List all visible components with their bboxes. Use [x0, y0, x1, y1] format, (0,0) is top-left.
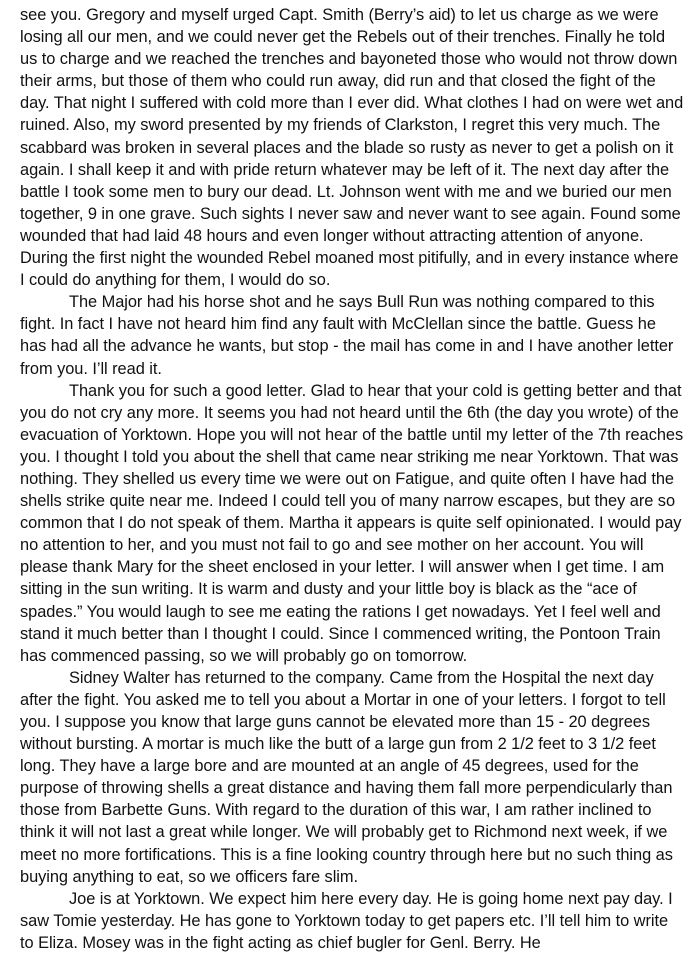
paragraph-3: Thank you for such a good letter. Glad to hear that your cold is getting better and that you do not cry any more. It seems you had not heard until the 6th (the day you wrote) of the evacuation of Yorktown. Hope you will not hear of the battle until my letter of the 7th reaches you. I thought I told you about the shell that came near striking me near Yorktown. That was nothing. They shelled us every time we were out on Fatigue, and quite often I have had the shells strike quite near me. Indeed I could tell you of many narrow escapes, but they are so common that I do not speak of them. Martha it appears is quite self opinionated. I would pay no attention to her, and you must not fail to go and see mother on her account. You will please thank Mary for the sheet enclosed in your letter. I will answer when I get time. I am sitting in the sun writing. It is warm and dusty and your little boy is black as the “ace of spades.” You would laugh to see me eating the rations I get nowadays. Yet I feel well and stand it much better than I thought I could. Since I commenced writing, the Pontoon Train has commenced passing, so we will probably go on tomorrow.	[20, 381, 684, 665]
paragraph-1: see you. Gregory and myself urged Capt. Smith (Berry’s aid) to let us charge as we were losing all our men, and we could never get the Rebels out of their trenches. Finally he told us to charge and we reached the trenches and bayoneted those who would not throw down their arms, but those of them who could run away, did run and that closed the fight of the day. That night I suffered with cold more than I ever did. What clothes I had on were wet and ruined. Also, my sword presented by my friends of Clarkston, I regret this very much. The scabbard was broken in several places and the blade so rusty as never to get a polish on it again. I shall keep it and with pride return whatever may be left of it. The next day after the battle I took some men to bury our dead. Lt. Johnson went with me and we buried our men together, 9 in one grave. Such sights I never saw and never want to see again. Found some wounded that had laid 48 hours and even longer without attracting attention of anyone. During the first night the wounded Rebel moaned most pitifully, and in every instance where I could do anything for them, I would do so.	[20, 6, 684, 290]
paragraph-4: Sidney Walter has returned to the company. Came from the Hospital the next day after the fight. You asked me to tell you about a Mortar in one of your letters. I forgot to tell you. I suppose you know that large guns cannot be elevated more than 15 - 20 degrees without bursting. A mortar is much like the butt of a large gun from 2 1/2 feet to 3 1/2 feet long. They have a large bore and are mounted at an angle of 45 degrees, used for the purpose of throwing shells a great distance and having them fall more perpendicularly than those from Barbette Guns. With regard to the duration of this war, I am rather inclined to think it will not last a great while longer. We will probably get to Richmond next week, if we meet no more fortifications. This is a fine looking country through here but no such thing as buying anything to eat, so we officers fare slim.	[20, 668, 673, 886]
letter-page	[20, 4, 684, 954]
paragraph-5: Joe is at Yorktown. We expect him here every day. He is going home next pay day. I saw Tomie yesterday. He has gone to Yorktown today to get papers etc. I’ll tell him to write to Eliza. Mosey was in the fight acting as chief bugler for Genl. Berry. He	[20, 889, 673, 952]
paragraph-2: The Major had his horse shot and he says Bull Run was nothing compared to this fight. In fact I have not heard him find any fault with McClellan since the battle. Guess he has had all the advance he wants, but stop - the mail has come in and I have another letter from you. I’ll read it.	[20, 293, 674, 378]
